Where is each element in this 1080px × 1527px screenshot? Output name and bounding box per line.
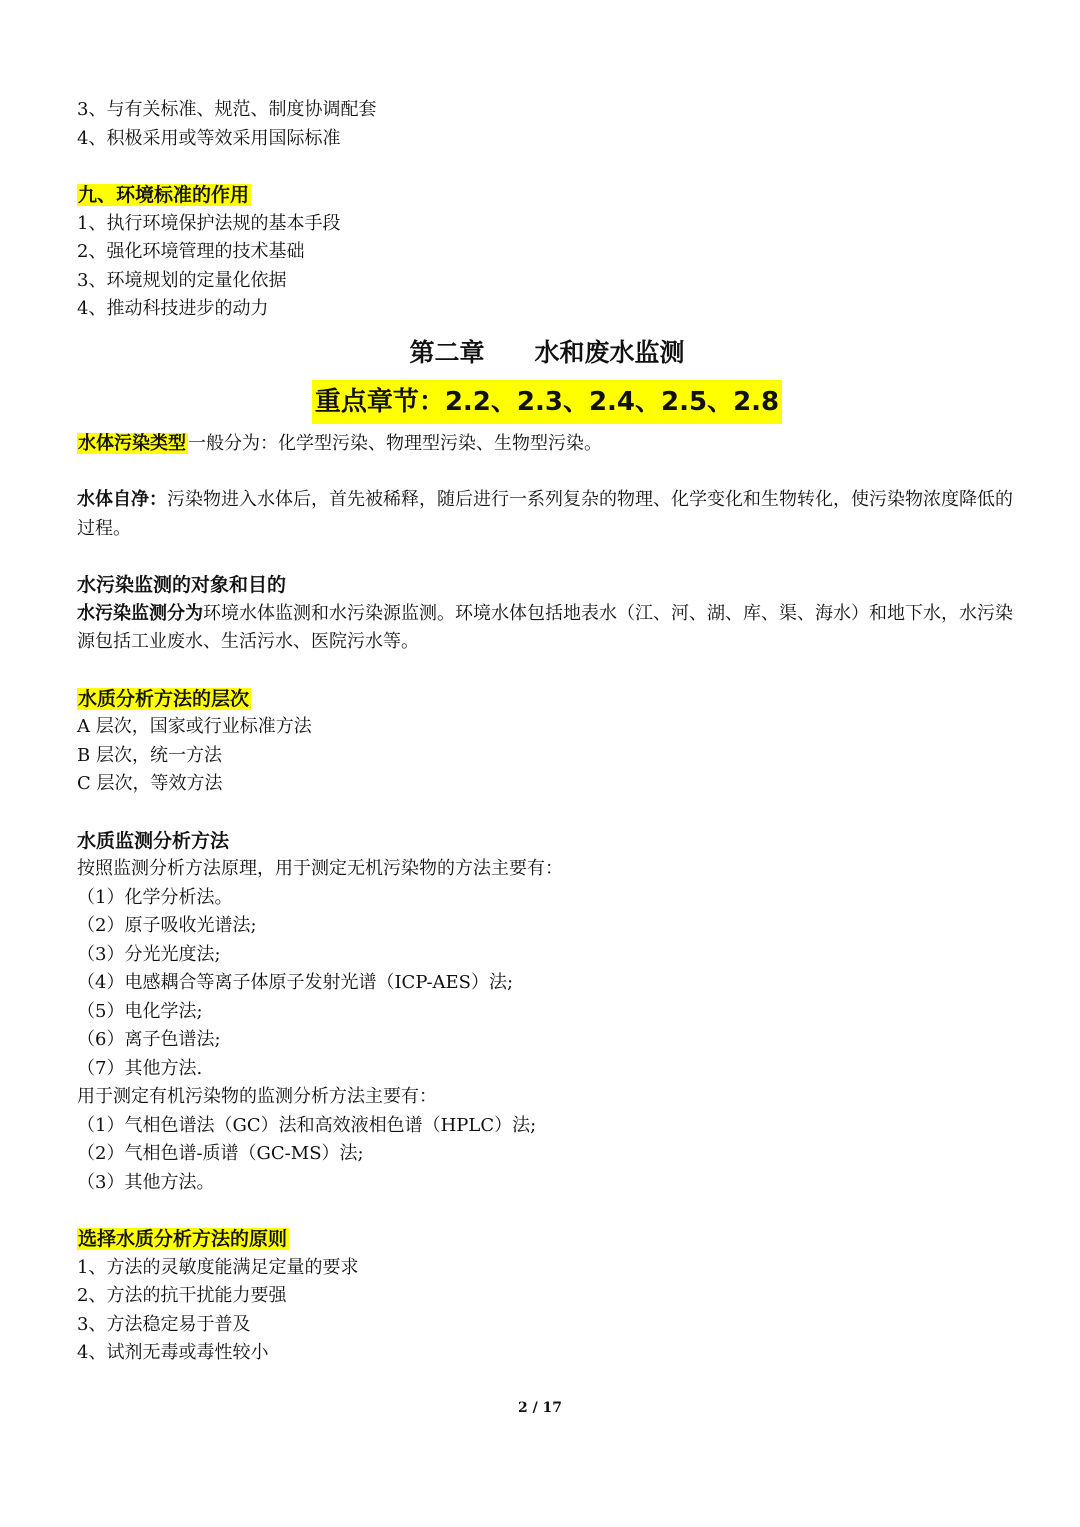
pollution-types-paragraph bbox=[77, 430, 1017, 459]
list-item: 3、与有关标准、规范、制度协调配套 bbox=[77, 99, 377, 120]
list-item: （3）其他方法。 bbox=[77, 1171, 215, 1193]
list-item: （7）其他方法. bbox=[77, 1057, 203, 1079]
section-heading: 水质监测分析方法 bbox=[77, 829, 230, 852]
list-item: （1）气相色谱法（GC）法和高效液相色谱（HPLC）法; bbox=[77, 1114, 537, 1136]
list-item: 4、积极采用或等效采用国际标准 bbox=[77, 127, 341, 149]
section-heading bbox=[77, 685, 1017, 714]
chapter-title: 第二章 水和废水监测 bbox=[409, 337, 685, 367]
key-sections-text: 重点章节：2.2、2.3、2.4、2.5、2.8 bbox=[312, 380, 782, 424]
section-heading bbox=[77, 181, 1017, 210]
list-intro: 用于测定有机污染物的监测分析方法主要有： bbox=[77, 1086, 437, 1107]
list-item: （1）化学分析法。 bbox=[77, 886, 233, 908]
list-item: （2）气相色谱-质谱（GC-MS）法; bbox=[77, 1143, 364, 1164]
self-purification-paragraph bbox=[77, 486, 1017, 543]
section-heading bbox=[77, 1225, 1017, 1254]
list-item: （4）电感耦合等离子体原子发射光谱（ICP-AES）法; bbox=[77, 972, 514, 993]
list-item: 1、执行环境保护法规的基本手段 bbox=[77, 212, 341, 234]
list-item: 4、推动科技进步的动力 bbox=[77, 298, 269, 319]
list-item: （2）原子吸收光谱法; bbox=[77, 915, 257, 936]
list-item: 3、方法稳定易于普及 bbox=[77, 1313, 251, 1335]
page-content bbox=[77, 96, 1017, 1368]
list-item: C 层次，等效方法 bbox=[77, 773, 223, 794]
list-item: 1、方法的灵敏度能满足定量的要求 bbox=[77, 1256, 359, 1278]
list-item: B 层次，统一方法 bbox=[77, 744, 222, 766]
list-item: 2、方法的抗干扰能力要强 bbox=[77, 1285, 287, 1306]
list-item: 2、强化环境管理的技术基础 bbox=[77, 241, 305, 262]
list-item: A 层次，国家或行业标准方法 bbox=[77, 716, 312, 737]
term-label: 水体自净： bbox=[77, 489, 167, 510]
highlighted-heading: 水质分析方法的层次 bbox=[78, 687, 250, 710]
section-heading: 水污染监测的对象和目的 bbox=[77, 574, 287, 596]
list-item: （5）电化学法; bbox=[77, 1000, 203, 1022]
list-intro: 按照监测分析方法原理，用于测定无机污染物的方法主要有： bbox=[77, 858, 563, 879]
list-item: 4、试剂无毒或毒性较小 bbox=[77, 1342, 269, 1363]
term-label: 水污染监测分为 bbox=[77, 602, 203, 624]
list-item: （6）离子色谱法; bbox=[77, 1029, 221, 1050]
page-number: 2 / 17 bbox=[517, 1400, 563, 1416]
monitoring-paragraph bbox=[77, 600, 1017, 657]
highlighted-heading: 选择水质分析方法的原则 bbox=[78, 1228, 288, 1250]
list-item: 3、环境规划的定量化依据 bbox=[77, 269, 287, 291]
paragraph-text: 污染物进入水体后，首先被稀释，随后进行一系列复杂的物理、化学变化和生物转化，使污染物浓度降低的过程。 bbox=[77, 489, 1013, 539]
paragraph-text: 环境水体监测和水污染源监测。环境水体包括地表水（江、河、湖、库、渠、海水）和地下水，水污染源包括工业废水、生活污水、医院污水等。 bbox=[77, 602, 1013, 652]
highlighted-term: 水体污染类型 bbox=[78, 432, 186, 454]
paragraph-text: 一般分为：化学型污染、物理型污染、生物型污染。 bbox=[188, 432, 602, 454]
list-item: （3）分光光度法; bbox=[77, 943, 221, 965]
highlighted-heading: 九、环境标准的作用 bbox=[78, 184, 250, 206]
key-sections-banner bbox=[77, 380, 1017, 424]
